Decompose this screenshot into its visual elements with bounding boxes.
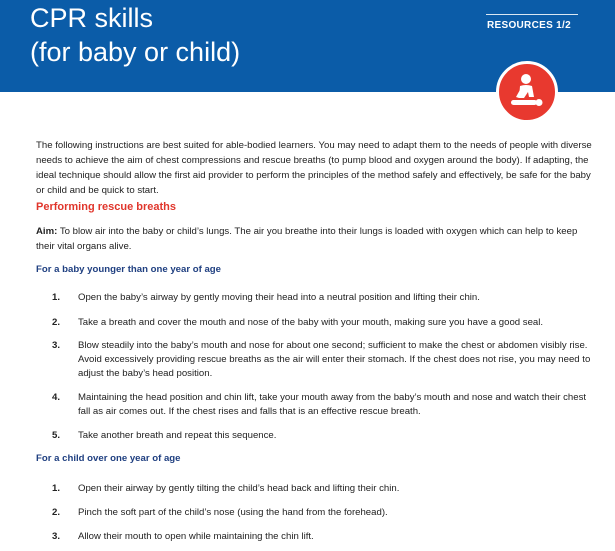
step-number: 3. [52,531,61,542]
step-text: Blow steadily into the baby’s mouth and nose for about one second; sufficient to make the chest or abdomen visibly rise. Avoid excessively providing rescue breaths as the air will enter their stomach. If the chest does not rise, you may need to adjust the baby’s head position. [78,340,591,379]
page-title: CPR skills [30,3,154,33]
step-number: 4. [52,392,61,403]
step-number: 5. [52,430,61,441]
step-text: Take a breath and cover the mouth and nose of the baby with your mouth, making sure you have a good seal. [78,317,544,328]
resources-label: RESOURCES 1/2 [487,20,571,31]
step-number: 2. [52,317,61,328]
step-text: Open the baby’s airway by gently moving their head into a neutral position and lifting their chin. [78,292,480,303]
step-number: 1. [52,483,61,494]
aim-text: To blow air into the baby or child’s lungs. The air you breathe into their lungs is loaded with oxygen which can help to keep their vital organs alive. [36,226,578,252]
step-text: Open their airway by gently tilting the child’s head back and lifting their chin. [78,483,400,494]
step-text: Allow their mouth to open while maintaining the chin lift. [78,531,314,542]
baby-heading: For a baby younger than one year of age [36,264,221,275]
aim-label: Aim: [36,226,58,237]
cpr-icon [499,64,555,120]
section-title: Performing rescue breaths [36,201,176,213]
resources-rule [486,14,578,15]
page-subtitle: (for baby or child) [30,37,241,67]
intro-paragraph: The following instructions are best suited for able-bodied learners. You may need to adapt them to the needs of people with diverse needs to achieve the aim of chest compressions and rescue breaths (to pump blood and oxygen around the body). If adapting, the ideal technique should allow the first aid provider to perform the principles of the method safely and effectively, be safe for the baby or child and be quick to start. [36,140,592,196]
aim-paragraph [36,224,592,254]
child-heading: For a child over one year of age [36,453,181,464]
step-number: 1. [52,292,61,303]
step-text: Maintaining the head position and chin lift, take your mouth away from the baby’s mouth and nose and watch their chest fall as air comes out. If the chest rises and falls that is an effective rescue breath. [78,392,587,417]
step-text: Pinch the soft part of the child’s nose (using the hand from the forehead). [78,507,388,518]
step-number: 3. [52,340,61,351]
step-number: 2. [52,507,61,518]
cpr-badge [496,61,558,123]
step-text: Take another breath and repeat this sequence. [78,430,277,441]
